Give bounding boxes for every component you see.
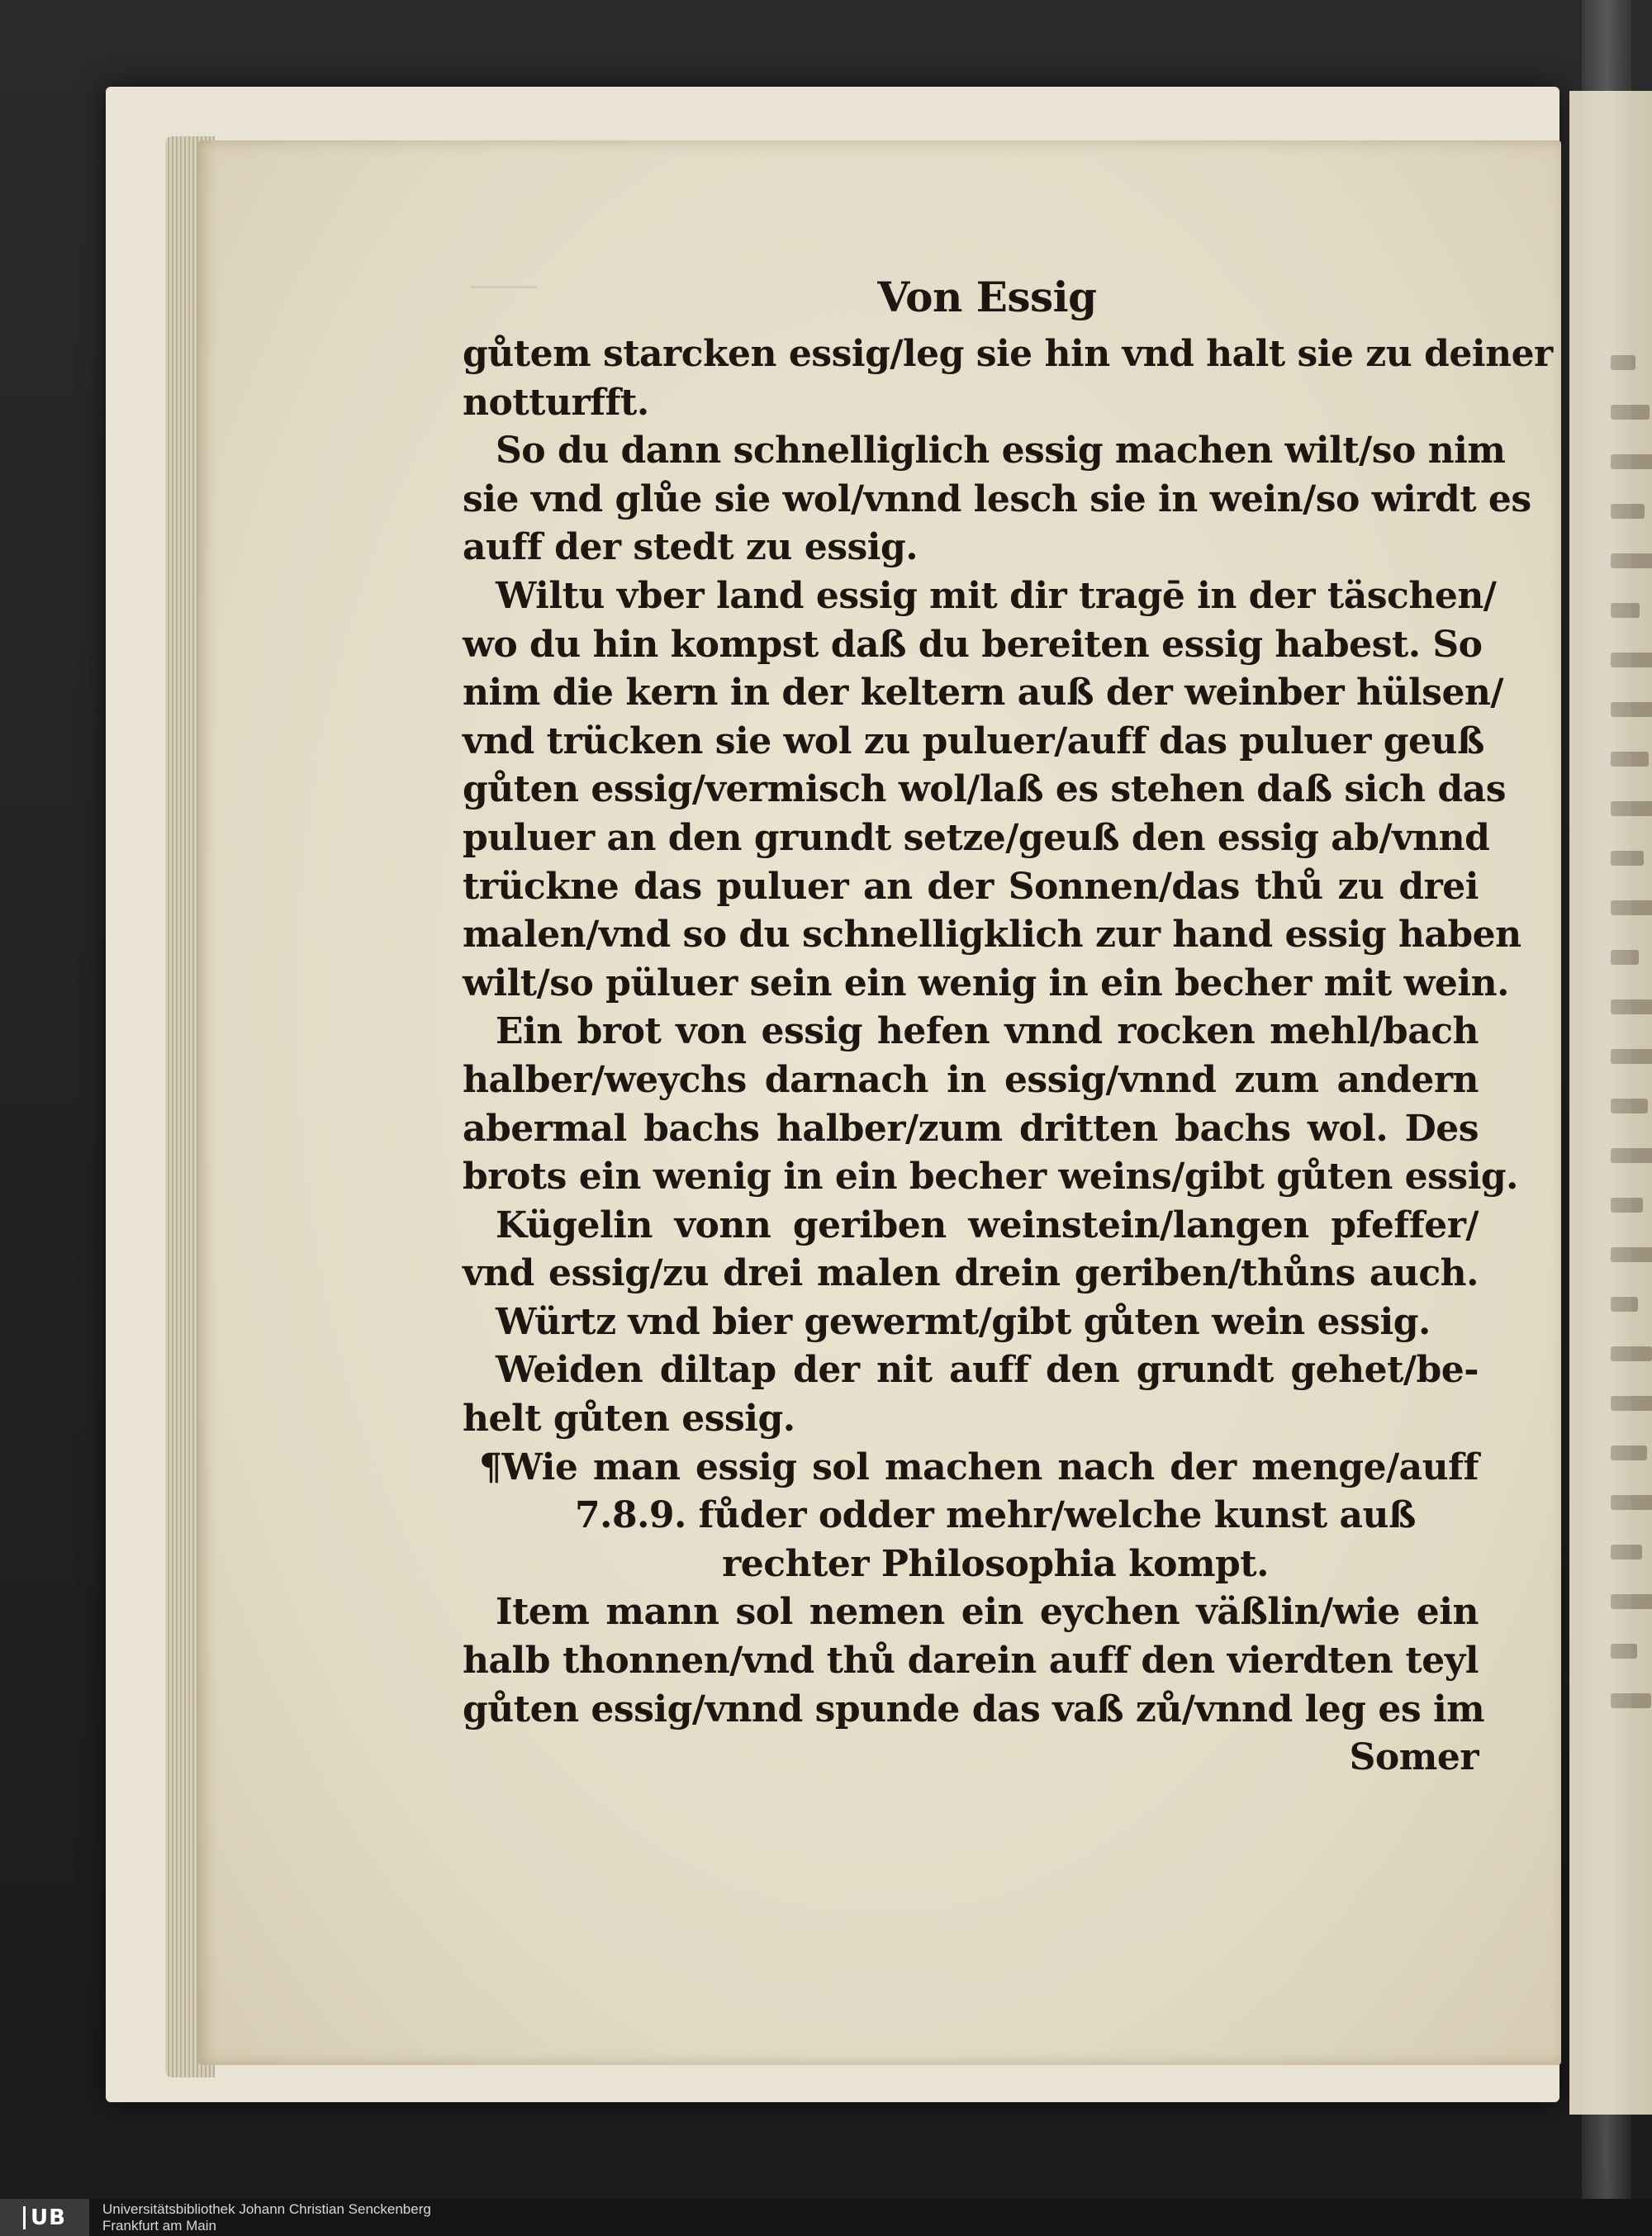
running-header: Von Essig bbox=[877, 273, 1097, 321]
text-line: rechter Philosophia kompt. bbox=[722, 1542, 1269, 1585]
text-line: 7.8.9. fůder odder mehr/welche kunst auß bbox=[575, 1494, 1416, 1537]
glass-plate bbox=[1582, 0, 1631, 2236]
footer-credit bbox=[102, 2201, 431, 2234]
text-line: So du dann schnelliglich essig machen wilt/so nim bbox=[496, 430, 1506, 472]
text-line: Kügelin vonn geriben weinstein/langen pfeffer/ bbox=[496, 1203, 1479, 1246]
text-line: Wiltu vber land essig mit dir tragē in der täschen/ bbox=[496, 574, 1497, 617]
text-line: vnd essig/zu drei malen drein geriben/thůns auch. bbox=[463, 1252, 1479, 1295]
text-line: Würtz vnd bier gewermt/gibt gůten wein essig. bbox=[496, 1300, 1431, 1343]
text-line: Weiden diltap der nit auff den grundt gehet/be- bbox=[496, 1349, 1479, 1392]
logo-text: UB bbox=[31, 2205, 66, 2230]
text-line: wilt/so püluer sein ein wenig in ein becher mit wein. bbox=[463, 961, 1509, 1004]
text-line: helt gůten essig. bbox=[463, 1398, 795, 1441]
library-logo[interactable] bbox=[0, 2199, 89, 2236]
text-line: gůten essig/vnnd spunde das vaß zů/vnnd leg es im bbox=[463, 1688, 1485, 1730]
text-line: brots ein wenig in ein becher weins/gibt gůten essig. bbox=[463, 1156, 1518, 1199]
text-line: Ein brot von essig hefen vnnd rocken mehl/bach bbox=[496, 1010, 1479, 1053]
text-line: halber/weychs darnach in essig/vnnd zum andern bbox=[463, 1058, 1479, 1101]
footer-line-2: Frankfurt am Main bbox=[102, 2217, 216, 2234]
logo-bar-icon bbox=[23, 2206, 26, 2229]
footer-bar bbox=[0, 2199, 1652, 2236]
text-line: nim die kern in der keltern auß der weinber hülsen/ bbox=[463, 672, 1503, 714]
text-line: wo du hin kompst daß du bereiten essig habest. So bbox=[463, 623, 1483, 666]
text-line: puluer an den grundt setze/geuß den essig ab/vnnd bbox=[463, 816, 1490, 859]
text-line: abermal bachs halber/zum dritten bachs wol. Des bbox=[463, 1107, 1479, 1150]
text-line: vnd trücken sie wol zu puluer/auff das puluer geuß bbox=[463, 719, 1484, 762]
text-lines bbox=[463, 330, 1553, 1783]
text-line: halb thonnen/vnd thů darein auff den vierdten teyl bbox=[463, 1640, 1479, 1683]
text-line: ¶Wie man essig sol machen nach der menge/auff bbox=[479, 1446, 1479, 1488]
text-line: gůten essig/vermisch wol/laß es stehen daß sich das bbox=[463, 768, 1506, 811]
text-line: malen/vnd so du schnelligklich zur hand essig haben bbox=[463, 914, 1521, 957]
page-text-block bbox=[463, 264, 1553, 1783]
text-line: gůtem starcken essig/leg sie hin vnd halt sie zu deiner bbox=[463, 333, 1553, 375]
text-line: sie vnd glůe sie wol/vnnd lesch sie in wein/so wirdt es bbox=[463, 477, 1531, 520]
footer-line-1: Universitätsbibliothek Johann Christian Senckenberg bbox=[102, 2200, 431, 2217]
text-line: notturfft. bbox=[463, 381, 649, 424]
text-line: Item mann sol nemen ein eychen väßlin/wie ein bbox=[496, 1591, 1479, 1634]
text-line: trückne das puluer an der Sonnen/das thů zu drei bbox=[463, 865, 1479, 908]
text-line: auff der stedt zu essig. bbox=[463, 526, 919, 569]
text-line: Somer bbox=[1349, 1736, 1479, 1779]
